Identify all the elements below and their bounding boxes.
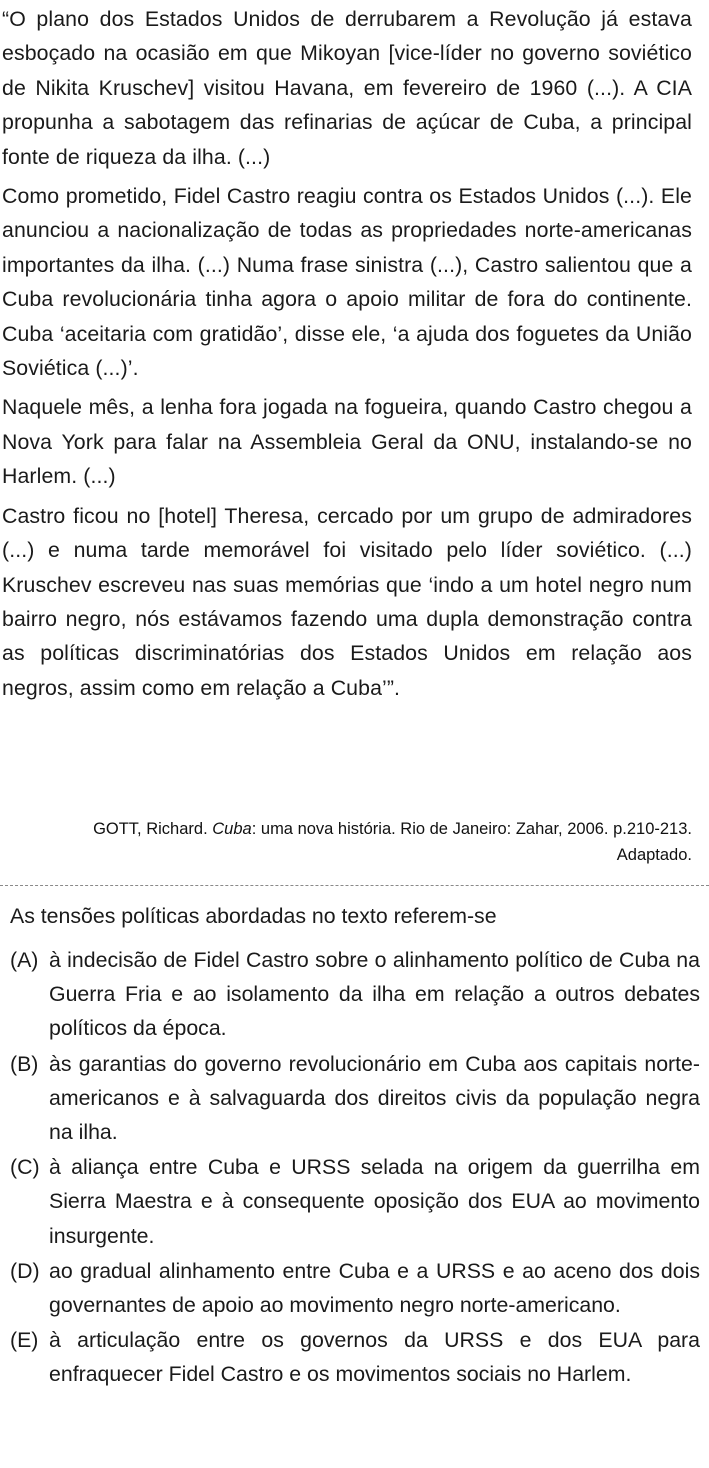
question-stem: As tensões políticas abordadas no texto referem-se <box>10 904 497 928</box>
option-letter: (E) <box>10 1328 39 1353</box>
citation-note: Adaptado. <box>616 846 692 864</box>
answer-option-e[interactable] <box>10 1323 700 1391</box>
section-divider <box>0 885 709 886</box>
option-letter: (D) <box>10 1258 40 1283</box>
source-citation <box>14 816 692 868</box>
passage-paragraph: Naquele mês, a lenha fora jogada na fogueira, quando Castro chegou a Nova York para falar na Assembleia Geral da ONU, instalando-se no Harlem. (...) <box>2 395 692 489</box>
option-letter: (B) <box>10 1051 39 1076</box>
question-block <box>10 899 700 1393</box>
passage-paragraph: Castro ficou no [hotel] Theresa, cercado por um grupo de admiradores (...) e numa tarde memorável foi visitado pelo líder soviético. (...) Kruschev escreveu nas suas memórias que ‘indo a um hotel negro num bairro negro, nós estávamos fazendo uma dupla demonstração contra as políticas discriminatórias dos Estados Unidos em relação aos negros, assim como em relação a Cuba’”. <box>2 503 692 700</box>
citation-reference <box>14 816 692 842</box>
option-text: ao gradual alinhamento entre Cuba e a URSS e ao aceno dos dois governantes de apoio ao movimento negro norte-americano. <box>49 1258 700 1318</box>
option-text: à indecisão de Fidel Castro sobre o alinhamento político de Cuba na Guerra Fria e ao isolamento da ilha em relação a outros debates políticos da época. <box>49 948 700 1041</box>
option-letter: (C) <box>10 1155 40 1180</box>
citation-details: : uma nova história. Rio de Janeiro: Zahar, 2006. p.210-213. <box>251 820 692 838</box>
option-text: às garantias do governo revolucionário em Cuba aos capitais norte-americanos e à salvaguarda dos direitos civis da população negra na ilha. <box>49 1051 700 1145</box>
answer-option-a[interactable] <box>10 943 700 1046</box>
passage-paragraph: Como prometido, Fidel Castro reagiu contra os Estados Unidos (...). Ele anunciou a nacionalização de todas as propriedades norte-americanas importantes da ilha. (...) Numa frase sinistra (...), Castro salientou que a Cuba revolucionária tinha agora o apoio militar de fora do continente. Cuba ‘aceitaria com gratidão’, disse ele, ‘a ajuda dos foguetes da União Soviética (...)’. <box>2 184 692 381</box>
source-passage <box>2 2 692 710</box>
answer-option-d[interactable] <box>10 1254 700 1322</box>
citation-author: GOTT, Richard. <box>93 820 208 838</box>
answer-option-b[interactable] <box>10 1047 700 1150</box>
option-text: à articulação entre os governos da URSS e dos EUA para enfraquecer Fidel Castro e os movimentos sociais no Harlem. <box>49 1328 700 1387</box>
option-letter: (A) <box>10 948 39 972</box>
citation-work-title: Cuba <box>212 820 252 838</box>
passage-paragraph: “O plano dos Estados Unidos de derrubarem a Revolução já estava esboçado na ocasião em que Mikoyan [vice-líder no governo soviético de Nikita Kruschev] visitou Havana, em fevereiro de 1960 (...). A CIA propunha a sabotagem das refinarias de açúcar de Cuba, a principal fonte de riqueza da ilha. (...) <box>2 7 692 169</box>
answer-option-c[interactable] <box>10 1150 700 1253</box>
option-text: à aliança entre Cuba e URSS selada na origem da guerrilha em Sierra Maestra e à consequente oposição dos EUA ao movimento insurgente. <box>49 1155 700 1248</box>
answer-options <box>10 943 700 1392</box>
